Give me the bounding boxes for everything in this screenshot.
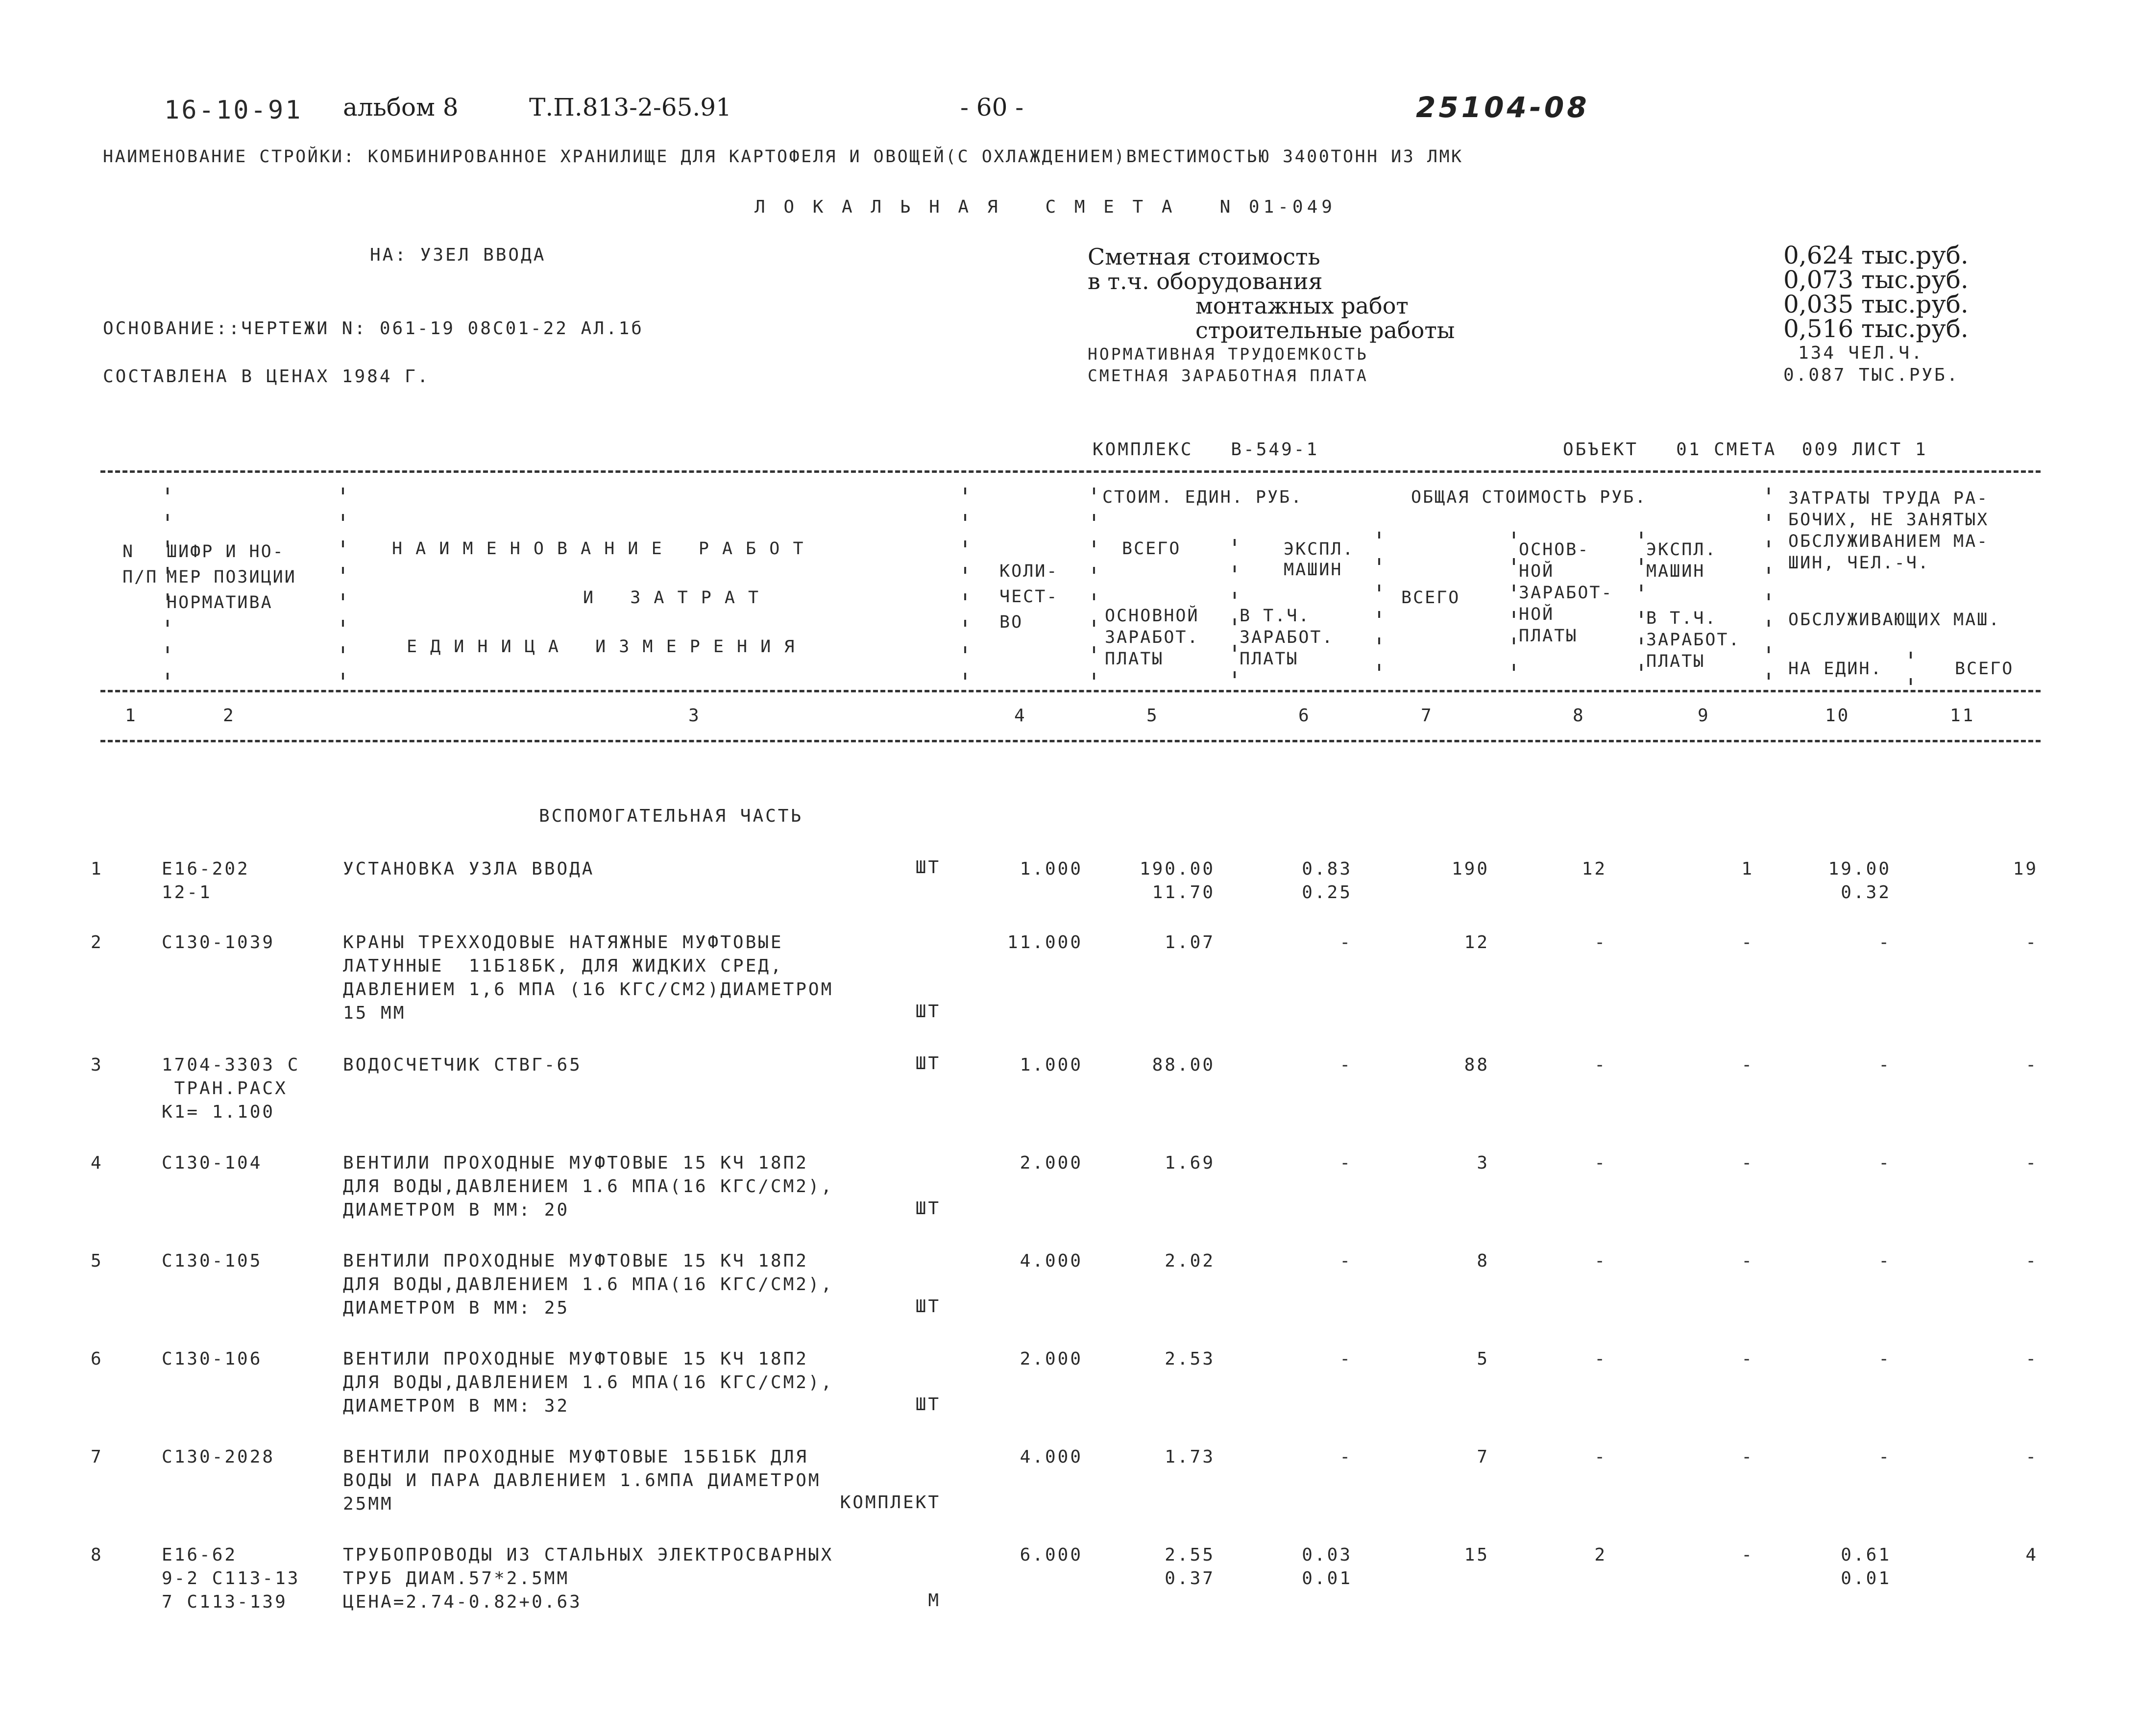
- cell-c5: 190.00 11.70: [1139, 859, 1215, 903]
- cell-c9: -: [1741, 1055, 1754, 1075]
- col-header-labor-unit: НА ЕДИН.: [1788, 659, 1883, 679]
- cell-c9: -: [1741, 1251, 1754, 1271]
- estimate-basis: ОСНОВАНИЕ::ЧЕРТЕЖИ N: 061-19 08С01-22 АЛ.1б: [103, 318, 644, 339]
- cell-c7: 88: [1464, 1055, 1489, 1075]
- col-number: 4: [1014, 706, 1027, 726]
- col-header-labor-machines: ОБСЛУЖИВАЮЩИХ МАШ.: [1788, 610, 2001, 630]
- cell-name: УСТАНОВКА УЗЛА ВВОДА: [343, 859, 595, 879]
- cost-label-equipment: в т.ч. оборудования: [1088, 268, 1323, 294]
- cell-qty: 1.000: [1020, 859, 1083, 879]
- cell-c6: -: [1339, 1153, 1352, 1173]
- cell-c10: -: [1878, 1349, 1891, 1369]
- cell-qty: 11.000: [1007, 932, 1083, 953]
- col-number: 2: [223, 706, 236, 726]
- cell-c8: 12: [1581, 859, 1607, 879]
- cell-c10: 19.00 0.32: [1828, 859, 1891, 903]
- cell-c5: 2.55 0.37: [1165, 1545, 1215, 1589]
- cell-c7: 190: [1451, 859, 1489, 879]
- col-header-total-cost: ОБЩАЯ СТОИМОСТЬ РУБ.: [1411, 488, 1647, 507]
- cell-c6: -: [1339, 1349, 1352, 1369]
- cell-qty: 2.000: [1020, 1153, 1083, 1173]
- cell-c8: -: [1594, 1447, 1607, 1467]
- cell-name: ВЕНТИЛИ ПРОХОДНЫЕ МУФТОВЫЕ 15 КЧ 18П2 ДЛЯ ВОДЫ,ДАВЛЕНИЕМ 1.6 МПА(16 КГС/СМ2), ДИАМЕТРОМ В ММ: 20: [343, 1153, 834, 1220]
- cell-c7: 3: [1477, 1153, 1489, 1173]
- cell-c9: 1: [1741, 859, 1754, 879]
- cost-value-wages: 0.087 ТЫС.РУБ.: [1783, 365, 1960, 385]
- col-header-total-wage: ОСНОВ- НОЙ ЗАРАБОТ- НОЙ ПЛАТЫ: [1519, 540, 1613, 646]
- cell-unit: ШТ: [915, 1296, 941, 1317]
- cell-c8: -: [1594, 1055, 1607, 1075]
- cell-code: Е16-202 12-1: [162, 859, 250, 903]
- cell-c10: -: [1878, 1055, 1891, 1075]
- cell-c5: 2.02: [1165, 1251, 1215, 1271]
- col-header-unit-machine-wage: В Т.Ч. ЗАРАБОТ. ПЛАТЫ: [1240, 606, 1334, 669]
- col-header-unit-cost: СТОИМ. ЕДИН. РУБ.: [1102, 488, 1303, 507]
- cell-n: 4: [91, 1153, 103, 1173]
- cell-c7: 8: [1477, 1251, 1489, 1271]
- cost-label-construction: строительные работы: [1195, 317, 1455, 343]
- cell-code: С130-104: [162, 1153, 263, 1173]
- cost-value-construction: 0,516 тыс.руб.: [1783, 315, 1969, 343]
- cell-c11: -: [2025, 1447, 2038, 1467]
- cell-unit: М: [928, 1590, 941, 1611]
- cell-unit: ШТ: [915, 857, 941, 878]
- cost-value-installation: 0,035 тыс.руб.: [1783, 290, 1969, 318]
- cell-code: С130-106: [162, 1349, 263, 1369]
- cell-c8: -: [1594, 1349, 1607, 1369]
- cell-c6: -: [1339, 1251, 1352, 1271]
- cell-c8: 2: [1594, 1545, 1607, 1565]
- cell-c5: 1.69: [1165, 1153, 1215, 1173]
- col-number: 11: [1950, 706, 1975, 726]
- col-header-unit-wage: ОСНОВНОЙ ЗАРАБОТ. ПЛАТЫ: [1105, 606, 1199, 669]
- cost-value-labor: 134 ЧЕЛ.Ч.: [1798, 343, 1924, 363]
- cell-c11: -: [2025, 932, 2038, 953]
- cell-c5: 88.00: [1152, 1055, 1215, 1075]
- cell-name: ВЕНТИЛИ ПРОХОДНЫЕ МУФТОВЫЕ 15Б1БК ДЛЯ ВОДЫ И ПАРА ДАВЛЕНИЕМ 1.6МПА ДИАМЕТРОМ 25ММ: [343, 1447, 821, 1514]
- cell-n: 2: [91, 932, 103, 953]
- cell-c11: -: [2025, 1251, 2038, 1271]
- print-date: 16-10-91: [164, 96, 303, 125]
- cell-code: С130-1039: [162, 932, 275, 953]
- col-number: 6: [1298, 706, 1311, 726]
- page-number: - 60 -: [960, 93, 1024, 122]
- cell-c6: -: [1339, 1447, 1352, 1467]
- cell-c9: -: [1741, 932, 1754, 953]
- cell-c7: 15: [1464, 1545, 1489, 1565]
- cell-unit: ШТ: [915, 1198, 941, 1219]
- col-header-quantity: КОЛИ- ЧЕСТ- ВО: [999, 562, 1059, 632]
- cell-n: 7: [91, 1447, 103, 1467]
- construction-name: НАИМЕНОВАНИЕ СТРОЙКИ: КОМБИНИРОВАННОЕ ХРАНИЛИЩЕ ДЛЯ КАРТОФЕЛЯ И ОВОЩЕЙ(С ОХЛАЖДЕНИЕМ)ВМЕСТИМОСТЬЮ 3400ТОНН ИЗ ЛМК: [103, 147, 1463, 167]
- col-number: 3: [688, 706, 701, 726]
- col-header-code: ШИФР И НО- МЕР ПОЗИЦИИ НОРМАТИВА: [167, 542, 296, 612]
- cell-c8: -: [1594, 1153, 1607, 1173]
- cost-value-equipment: 0,073 тыс.руб.: [1783, 266, 1969, 294]
- cell-unit: ШТ: [915, 1002, 941, 1022]
- col-header-labor-total: ВСЕГО: [1955, 659, 2014, 679]
- cell-c11: 19: [2013, 859, 2038, 879]
- cell-unit: ШТ: [915, 1394, 941, 1415]
- cell-c10: -: [1878, 1251, 1891, 1271]
- cell-code: С130-105: [162, 1251, 263, 1271]
- cell-c6: -: [1339, 932, 1352, 953]
- cell-n: 8: [91, 1545, 103, 1565]
- cell-c10: -: [1878, 1153, 1891, 1173]
- cell-code: Е16-62 9-2 С113-13 7 С113-139: [162, 1545, 300, 1612]
- cell-n: 5: [91, 1251, 103, 1271]
- cell-c6: 0.03 0.01: [1302, 1545, 1352, 1589]
- cell-qty: 4.000: [1020, 1447, 1083, 1467]
- cell-name: ВЕНТИЛИ ПРОХОДНЫЕ МУФТОВЫЕ 15 КЧ 18П2 ДЛЯ ВОДЫ,ДАВЛЕНИЕМ 1.6 МПА(16 КГС/СМ2), ДИАМЕТРОМ В ММ: 32: [343, 1349, 834, 1416]
- cell-name: КРАНЫ ТРЕХХОДОВЫЕ НАТЯЖНЫЕ МУФТОВЫЕ ЛАТУННЫЕ 11Б18БК, ДЛЯ ЖИДКИХ СРЕД, ДАВЛЕНИЕМ 1,6 МПА (16 КГС/СМ2)ДИАМЕТРОМ 15 ММ: [343, 932, 834, 1023]
- project-code: Т.П.813-2-65.91: [529, 93, 731, 122]
- cell-c6: 0.83 0.25: [1302, 859, 1352, 903]
- cell-c10: -: [1878, 932, 1891, 953]
- col-header-unit-machines: ЭКСПЛ. МАШИН: [1284, 539, 1355, 580]
- cell-c8: -: [1594, 1251, 1607, 1271]
- object-sheet: ОБЪЕКТ 01 СМЕТА 009 ЛИСТ 1: [1563, 440, 1928, 460]
- col-header-labor: ЗАТРАТЫ ТРУДА РА- БОЧИХ, НЕ ЗАНЯТЫХ ОБСЛУЖИВАНИЕМ МА- ШИН, ЧЕЛ.-Ч.: [1788, 489, 1989, 573]
- col-number: 7: [1421, 706, 1434, 726]
- cell-c7: 5: [1477, 1349, 1489, 1369]
- col-number: 9: [1698, 706, 1710, 726]
- cell-c9: -: [1741, 1545, 1754, 1565]
- document-title: Л О К А Л Ь Н А Я С М Е Т А N 01-049: [754, 197, 1336, 217]
- cell-qty: 1.000: [1020, 1055, 1083, 1075]
- cell-c9: -: [1741, 1447, 1754, 1467]
- cell-c8: -: [1594, 932, 1607, 953]
- cell-c6: -: [1339, 1055, 1352, 1075]
- cell-c5: 1.73: [1165, 1447, 1215, 1467]
- cost-label-labor: НОРМАТИВНАЯ ТРУДОЕМКОСТЬ: [1088, 344, 1368, 364]
- col-header-total-all: ВСЕГО: [1401, 588, 1460, 608]
- col-header-total-machine-wage: В Т.Ч. ЗАРАБОТ. ПЛАТЫ: [1646, 609, 1741, 671]
- col-number: 1: [125, 706, 138, 726]
- album-label: альбом 8: [343, 93, 459, 122]
- cell-unit: КОМПЛЕКТ: [840, 1492, 941, 1513]
- cell-code: С130-2028: [162, 1447, 275, 1467]
- col-header-unit-total: ВСЕГО: [1122, 539, 1181, 559]
- cell-c11: -: [2025, 1153, 2038, 1173]
- cost-label-wages: СМЕТНАЯ ЗАРАБОТНАЯ ПЛАТА: [1088, 366, 1368, 385]
- cell-c11: -: [2025, 1349, 2038, 1369]
- cell-c11: -: [2025, 1055, 2038, 1075]
- cell-n: 3: [91, 1055, 103, 1075]
- cell-c9: -: [1741, 1349, 1754, 1369]
- cell-c10: 0.61 0.01: [1841, 1545, 1891, 1589]
- cell-c7: 12: [1464, 932, 1489, 953]
- price-base: СОСТАВЛЕНА В ЦЕНАХ 1984 Г.: [103, 367, 430, 387]
- cost-label-installation: монтажных работ: [1195, 293, 1409, 319]
- col-header-total-machines: ЭКСПЛ. МАШИН: [1646, 540, 1717, 581]
- cell-c11: 4: [2025, 1545, 2038, 1565]
- cell-qty: 2.000: [1020, 1349, 1083, 1369]
- cell-c7: 7: [1477, 1447, 1489, 1467]
- col-number: 5: [1146, 706, 1159, 726]
- col-number: 10: [1825, 706, 1850, 726]
- cell-n: 1: [91, 859, 103, 879]
- estimate-subject: НА: УЗЕЛ ВВОДА: [370, 245, 546, 265]
- cell-name: ТРУБОПРОВОДЫ ИЗ СТАЛЬНЫХ ЭЛЕКТРОСВАРНЫХ ТРУБ ДИАМ.57*2.5ММ ЦЕНА=2.74-0.82+0.63: [343, 1545, 834, 1612]
- cell-name: ВОДОСЧЕТЧИК СТВГ-65: [343, 1055, 582, 1075]
- cell-qty: 4.000: [1020, 1251, 1083, 1271]
- col-header-unit: Е Д И Н И Ц А И З М Е Р Е Н И Я: [407, 637, 796, 657]
- cell-n: 6: [91, 1349, 103, 1369]
- cell-c9: -: [1741, 1153, 1754, 1173]
- cell-c5: 1.07: [1165, 932, 1215, 953]
- col-header-costs: И З А Т Р А Т: [583, 588, 760, 608]
- cell-unit: ШТ: [915, 1053, 941, 1074]
- col-header-name: Н А И М Е Н О В А Н И Е Р А Б О Т: [392, 539, 805, 559]
- cell-qty: 6.000: [1020, 1545, 1083, 1565]
- archive-number: 25104-08: [1416, 91, 1590, 124]
- cost-value-total: 0,624 тыс.руб.: [1783, 241, 1969, 269]
- complex-code: КОМПЛЕКС В-549-1: [1093, 440, 1319, 460]
- cell-code: 1704-3303 С ТРАН.РАСХ К1= 1.100: [162, 1055, 300, 1122]
- cell-c10: -: [1878, 1447, 1891, 1467]
- cell-c5: 2.53: [1165, 1349, 1215, 1369]
- cost-label-total: Сметная стоимость: [1088, 244, 1320, 270]
- col-number: 8: [1573, 706, 1585, 726]
- col-header-number: N П/П: [122, 542, 158, 587]
- section-title: ВСПОМОГАТЕЛЬНАЯ ЧАСТЬ: [539, 806, 803, 826]
- cell-name: ВЕНТИЛИ ПРОХОДНЫЕ МУФТОВЫЕ 15 КЧ 18П2 ДЛЯ ВОДЫ,ДАВЛЕНИЕМ 1.6 МПА(16 КГС/СМ2), ДИАМЕТРОМ В ММ: 25: [343, 1251, 834, 1318]
